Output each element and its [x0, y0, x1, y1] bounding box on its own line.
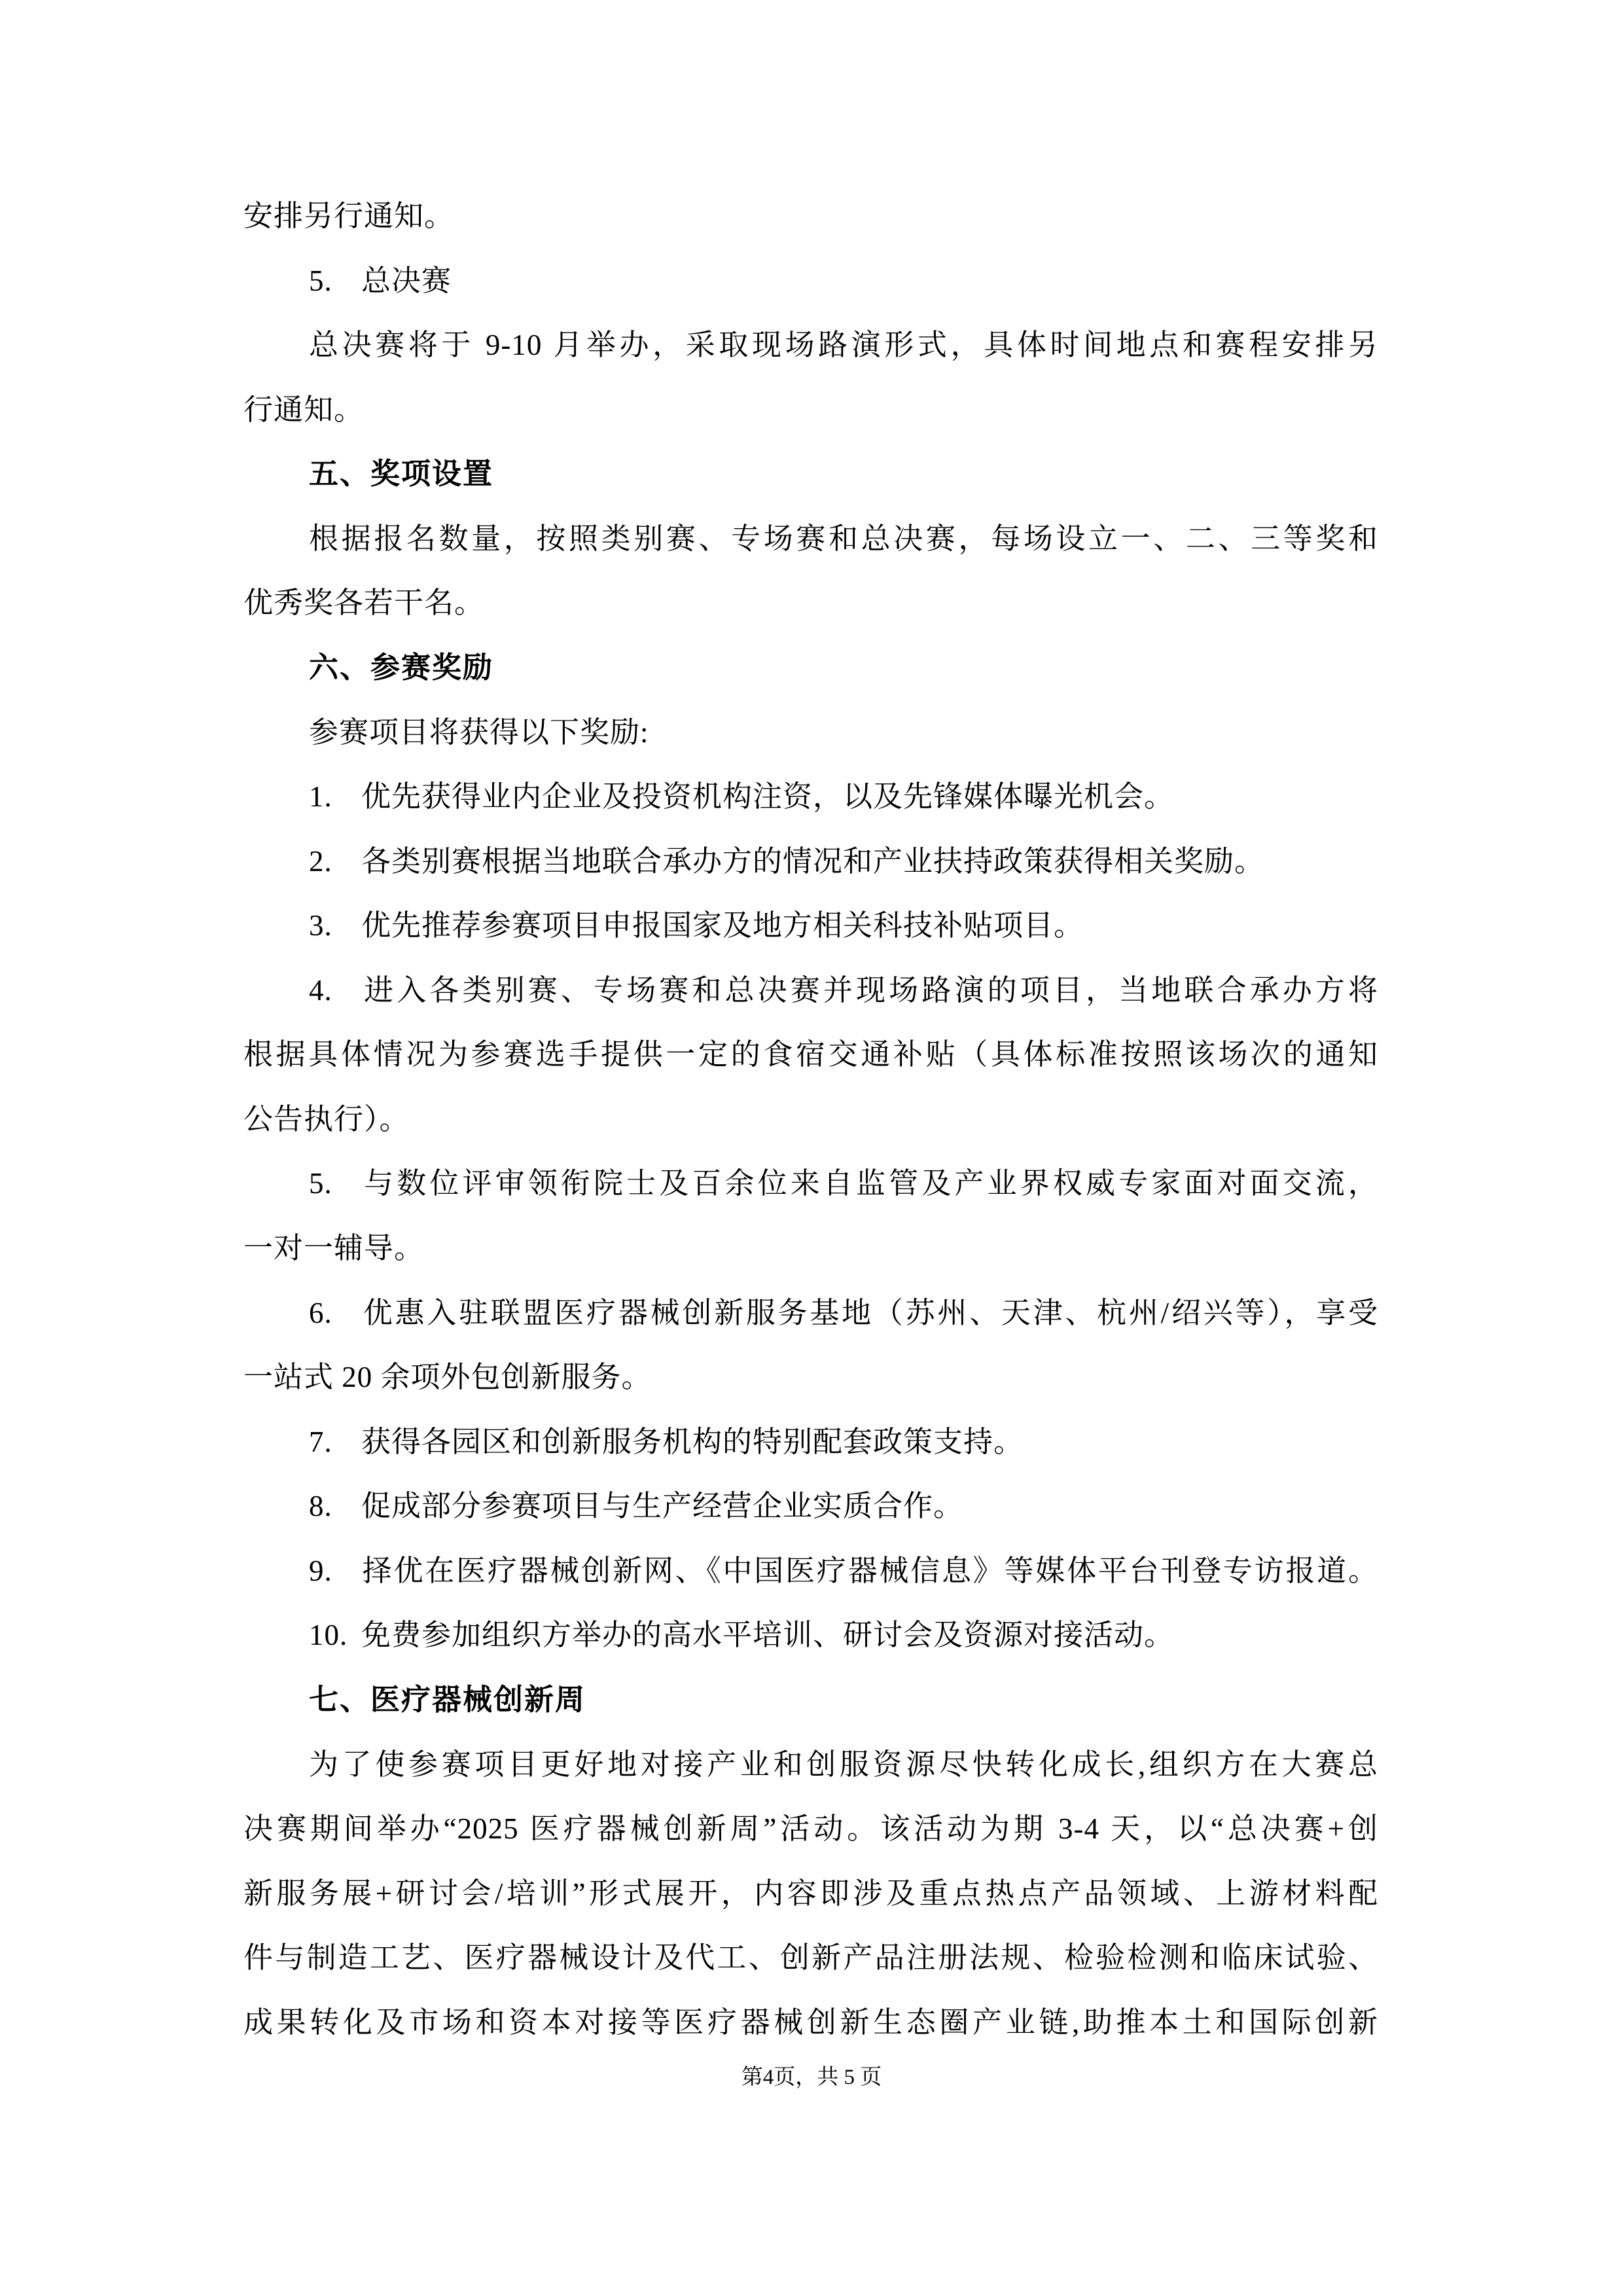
list-item-text: 各类别赛根据当地联合承办方的情况和产业扶持政策获得相关奖励。: [361, 844, 1265, 878]
list-item-number: 9.: [309, 1554, 332, 1587]
text-line: 新服务展+研讨会/培训”形式展开，内容即涉及重点热点产品领域、上游材料配: [243, 1876, 1378, 1910]
text-line: 公告执行）。: [243, 1102, 410, 1136]
list-item-number: 5.: [309, 264, 332, 297]
list-item: [243, 249, 1378, 314]
list-item: [243, 1539, 1378, 1604]
text-line: 一对一辅导。: [243, 1232, 425, 1265]
list-item-text: 进入各类别赛、专场赛和总决赛并现场路演的项目，当地联合承办方将: [361, 973, 1378, 1007]
list-item: [243, 764, 1378, 829]
text-line: 为了使参赛项目更好地对接产业和创服资源尽快转化成长,组织方在大赛总: [309, 1748, 1378, 1781]
section-heading: 五、奖项设置: [309, 457, 494, 491]
list-item: [243, 1410, 1378, 1475]
list-item-number: 10.: [309, 1619, 348, 1652]
text-line: 根据具体情况为参赛选手提供一定的食宿交通补贴（具体标准按照该场次的通知: [243, 1038, 1378, 1071]
text-line: 行通知。: [243, 393, 365, 426]
list-item-text: 获得各园区和创新服务机构的特别配套政策支持。: [361, 1425, 1024, 1458]
text-line: 决赛期间举办“2025 医疗器械创新周”活动。该活动为期 3-4 天，以“总决赛+创: [243, 1812, 1378, 1846]
text-line: 总决赛将于 9-10 月举办，采取现场路演形式，具体时间地点和赛程安排另: [309, 329, 1378, 362]
list-item-number: 6.: [309, 1296, 332, 1329]
section-heading: 七、医疗器械创新周: [309, 1682, 586, 1716]
list-item-number: 1.: [309, 780, 332, 814]
list-item-text: 与数位评审领衔院士及百余位来自监管及产业界权威专家面对面交流，: [361, 1167, 1378, 1200]
text-line: 优秀奖各若干名。: [243, 586, 485, 620]
text-line: 参赛项目将获得以下奖励:: [309, 715, 649, 749]
list-item: [243, 829, 1378, 894]
list-item-text: 优先获得业内企业及投资机构注资，以及先锋媒体曝光机会。: [361, 780, 1175, 814]
text-line: 一站式 20 余项外包创新服务。: [243, 1361, 652, 1394]
page-footer: [0, 2056, 1623, 2098]
document-body: [243, 184, 1378, 2054]
text-line: 件与制造工艺、医疗器械设计及代工、创新产品注册法规、检验检测和临床试验、: [243, 1941, 1378, 1975]
list-item-text: 促成部分参赛项目与生产经营企业实质合作。: [361, 1490, 964, 1523]
section-heading: 六、参赛奖励: [309, 650, 494, 684]
list-item-text: 免费参加组织方举办的高水平培训、研讨会及资源对接活动。: [361, 1619, 1175, 1652]
list-item-text: 择优在医疗器械创新网、《中国医疗器械信息》等媒体平台刊登专访报道。: [361, 1554, 1378, 1587]
list-item: [243, 1603, 1378, 1668]
list-item-number: 5.: [309, 1167, 332, 1200]
list-item-number: 2.: [309, 844, 332, 878]
text-line: 根据报名数量，按照类别赛、专场赛和总决赛，每场设立一、二、三等奖和: [309, 522, 1378, 555]
list-item: [243, 1474, 1378, 1539]
list-item: [243, 1151, 1378, 1216]
list-item-text: 优惠入驻联盟医疗器械创新服务基地（苏州、天津、杭州/绍兴等），享受: [361, 1296, 1378, 1329]
list-item: [243, 1281, 1378, 1346]
list-item-number: 4.: [309, 973, 332, 1007]
page-number-text: 第4页，共 5 页: [741, 2066, 882, 2089]
list-item: [243, 893, 1378, 958]
text-line: 成果转化及市场和资本对接等医疗器械创新生态圈产业链,助推本土和国际创新: [243, 2005, 1378, 2039]
list-item-text: 总决赛: [361, 264, 452, 297]
list-item: [243, 958, 1378, 1023]
list-item-number: 8.: [309, 1490, 332, 1523]
list-item-number: 7.: [309, 1425, 332, 1458]
list-item-text: 优先推荐参赛项目申报国家及地方相关科技补贴项目。: [361, 909, 1084, 942]
text-line: 安排另行通知。: [243, 200, 455, 232]
list-item-number: 3.: [309, 909, 332, 942]
